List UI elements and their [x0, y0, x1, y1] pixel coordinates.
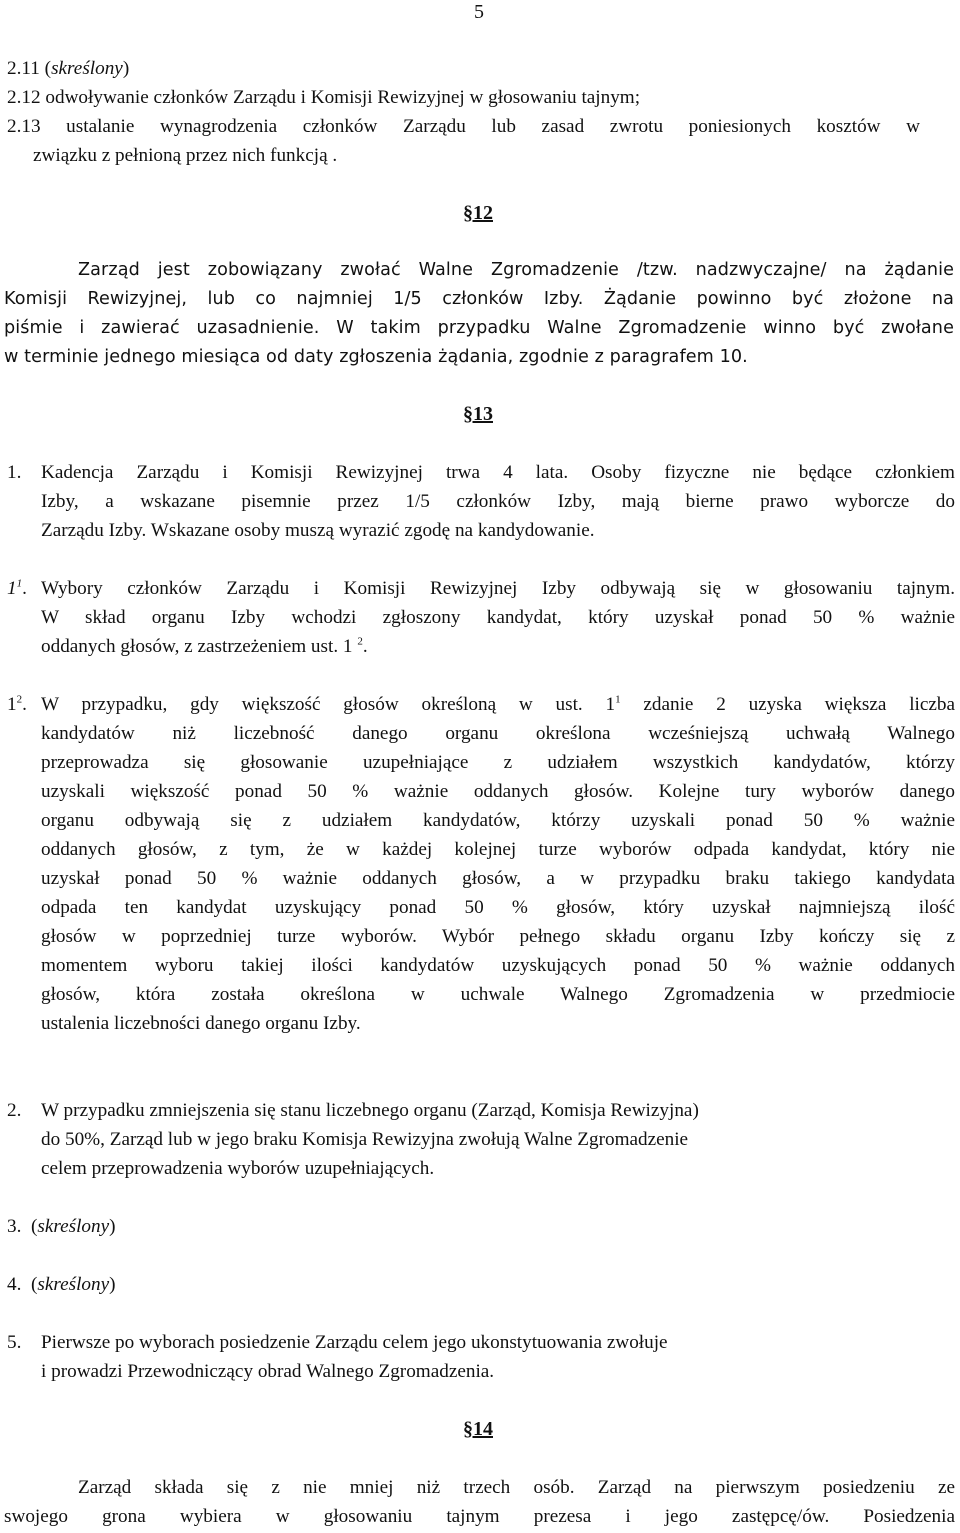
paragraph-line: odpada ten kandydat uzyskujący ponad 50 % głosów, który uzyskał najmniejszą ilość	[41, 897, 955, 918]
section-heading-12: §12	[463, 202, 493, 224]
list-item-2-11: 2.11 (skreślony)	[7, 58, 130, 79]
paragraph-line: oddanych głosów, z tym, że w każdej kolejnej turze wyborów odpada kandydat, który nie	[41, 839, 955, 860]
paragraph-number: 1.	[7, 462, 22, 483]
paragraph-number: 3.	[7, 1216, 22, 1237]
paragraph-line: celem przeprowadzenia wyborów uzupełniających.	[41, 1158, 435, 1179]
list-item-3: 3. (skreślony)	[7, 1216, 116, 1237]
list-item-4: 4. (skreślony)	[7, 1274, 116, 1295]
paragraph-line: piśmie i zawierać uzasadnienie. W takim przypadku Walne Zgromadzenie winno być zwołane	[4, 318, 954, 338]
list-item-2-13-line-2: związku z pełnioną przez nich funkcją .	[33, 145, 338, 166]
paragraph-line: Zarząd jest zobowiązany zwołać Walne Zgromadzenie /tzw. nadzwyczajne/ na żądanie	[78, 260, 954, 280]
paragraph-line: głosów, która została określona w uchwale Walnego Zgromadzenia w przedmiocie	[41, 984, 955, 1005]
struck-note: skreślony	[37, 1216, 110, 1237]
paragraph-line: kandydatów niż liczebność danego organu określona wcześniejszą uchwałą Walnego	[41, 723, 955, 744]
paragraph-number: 5.	[7, 1332, 22, 1353]
section-13-point-1-1	[41, 574, 955, 661]
paragraph-number: 2.	[7, 1100, 22, 1121]
paragraph-line: do 50%, Zarząd lub w jego braku Komisja Rewizyjna zwołują Walne Zgromadzenie	[41, 1129, 689, 1150]
paragraph-line: Komisji Rewizyjnej, lub co najmniej 1/5 członków Izby. Żądanie powinno być złożone na	[4, 289, 954, 309]
paragraph-number: $1^2$.	[7, 693, 27, 715]
section-12-paragraph	[4, 256, 954, 372]
paragraph-line: ustalenia liczebności danego organu Izby.	[41, 1013, 361, 1034]
paragraph-line: uzyskali większość ponad 50 % ważnie oddanych głosów. Kolejne tury wyborów danego	[41, 781, 955, 802]
page-number: 5	[474, 1, 484, 23]
paragraph-line: Kadencja Zarządu i Komisji Rewizyjnej trwa 4 lata. Osoby fizyczne nie będące członkiem	[41, 462, 955, 483]
section-13-point-1-2	[41, 690, 955, 1038]
paragraph-line: swojego grona wybiera w głosowaniu tajnym prezesa i jego zastępcę/ów. Posiedzenia	[4, 1506, 955, 1527]
item-number: 2.11	[7, 58, 40, 79]
list-item-2-12: 2.12 odwoływanie członków Zarządu i Komisji Rewizyjnej w głosowaniu tajnym;	[7, 87, 641, 108]
paragraph-line: momentem wyboru takiej ilości kandydatów uzyskujących ponad 50 % ważnie oddanych	[41, 955, 955, 976]
paragraph-line: w terminie jednego miesiąca od daty zgłoszenia żądania, zgodnie z paragrafem 10.	[4, 347, 748, 367]
section-heading-13: §13	[463, 403, 493, 425]
section-13-point-2	[41, 1096, 699, 1183]
struck-note: skreślony	[37, 1274, 110, 1295]
section-14-paragraph	[4, 1473, 955, 1531]
paragraph-line: Izby, a wskazane pisemnie przez 1/5 członków Izby, mają bierne prawo wyborcze do	[41, 491, 955, 512]
paragraph-line: Pierwsze po wyborach posiedzenie Zarządu celem jego ukonstytuowania zwołuje	[41, 1332, 668, 1353]
section-13-point-5	[41, 1328, 668, 1386]
paragraph-line: W przypadku, gdy większość głosów określoną w ust. $1^1$ zdanie 2 uzyska większa liczba	[41, 693, 955, 715]
paragraph-line: oddanych głosów, z zastrzeżeniem ust. 1 $^2$.	[41, 635, 368, 657]
paragraph-line: Zarządu Izby. Wskazane osoby muszą wyrazić zgodę na kandydowanie.	[41, 520, 595, 541]
section-13-point-1	[41, 458, 955, 545]
paragraph-line: przeprowadza się głosowanie uzupełniające z udziałem wszystkich kandydatów, którzy	[41, 752, 955, 773]
paragraph-line: i prowadzi Przewodniczący obrad Walnego Zgromadzenia.	[41, 1361, 495, 1382]
paragraph-number: $1^1$.	[7, 577, 27, 599]
struck-note: skreślony	[51, 58, 123, 79]
paragraph-line: organu odbywają się z udziałem kandydatów, którzy uzyskali ponad 50 % ważnie	[41, 810, 955, 831]
paragraph-line: Wybory członków Zarządu i Komisji Rewizyjnej Izby odbywają się w głosowaniu tajnym.	[41, 578, 955, 599]
paragraph-line: uzyskał ponad 50 % ważnie oddanych głosów, a w przypadku braku takiego kandydata	[41, 868, 955, 889]
paragraph-line: W skład organu Izby wchodzi zgłoszony kandydat, który uzyskał ponad 50 % ważnie	[41, 607, 955, 628]
paragraph-line: W przypadku zmniejszenia się stanu liczebnego organu (Zarząd, Komisja Rewizyjna)	[41, 1100, 699, 1121]
paragraph-line: głosów w poprzedniej turze wyborów. Wybór pełnego składu organu Izby kończy się z	[41, 926, 955, 947]
paragraph-line: Zarząd składa się z nie mniej niż trzech osób. Zarząd na pierwszym posiedzeniu ze	[78, 1477, 955, 1498]
list-item-2-13	[7, 112, 920, 141]
section-heading-14: §14	[463, 1418, 493, 1440]
paragraph-number: 4.	[7, 1274, 22, 1295]
list-item-2-13-line-1: 2.13 ustalanie wynagrodzenia członków Zarządu lub zasad zwrotu poniesionych kosztów w	[7, 116, 920, 137]
